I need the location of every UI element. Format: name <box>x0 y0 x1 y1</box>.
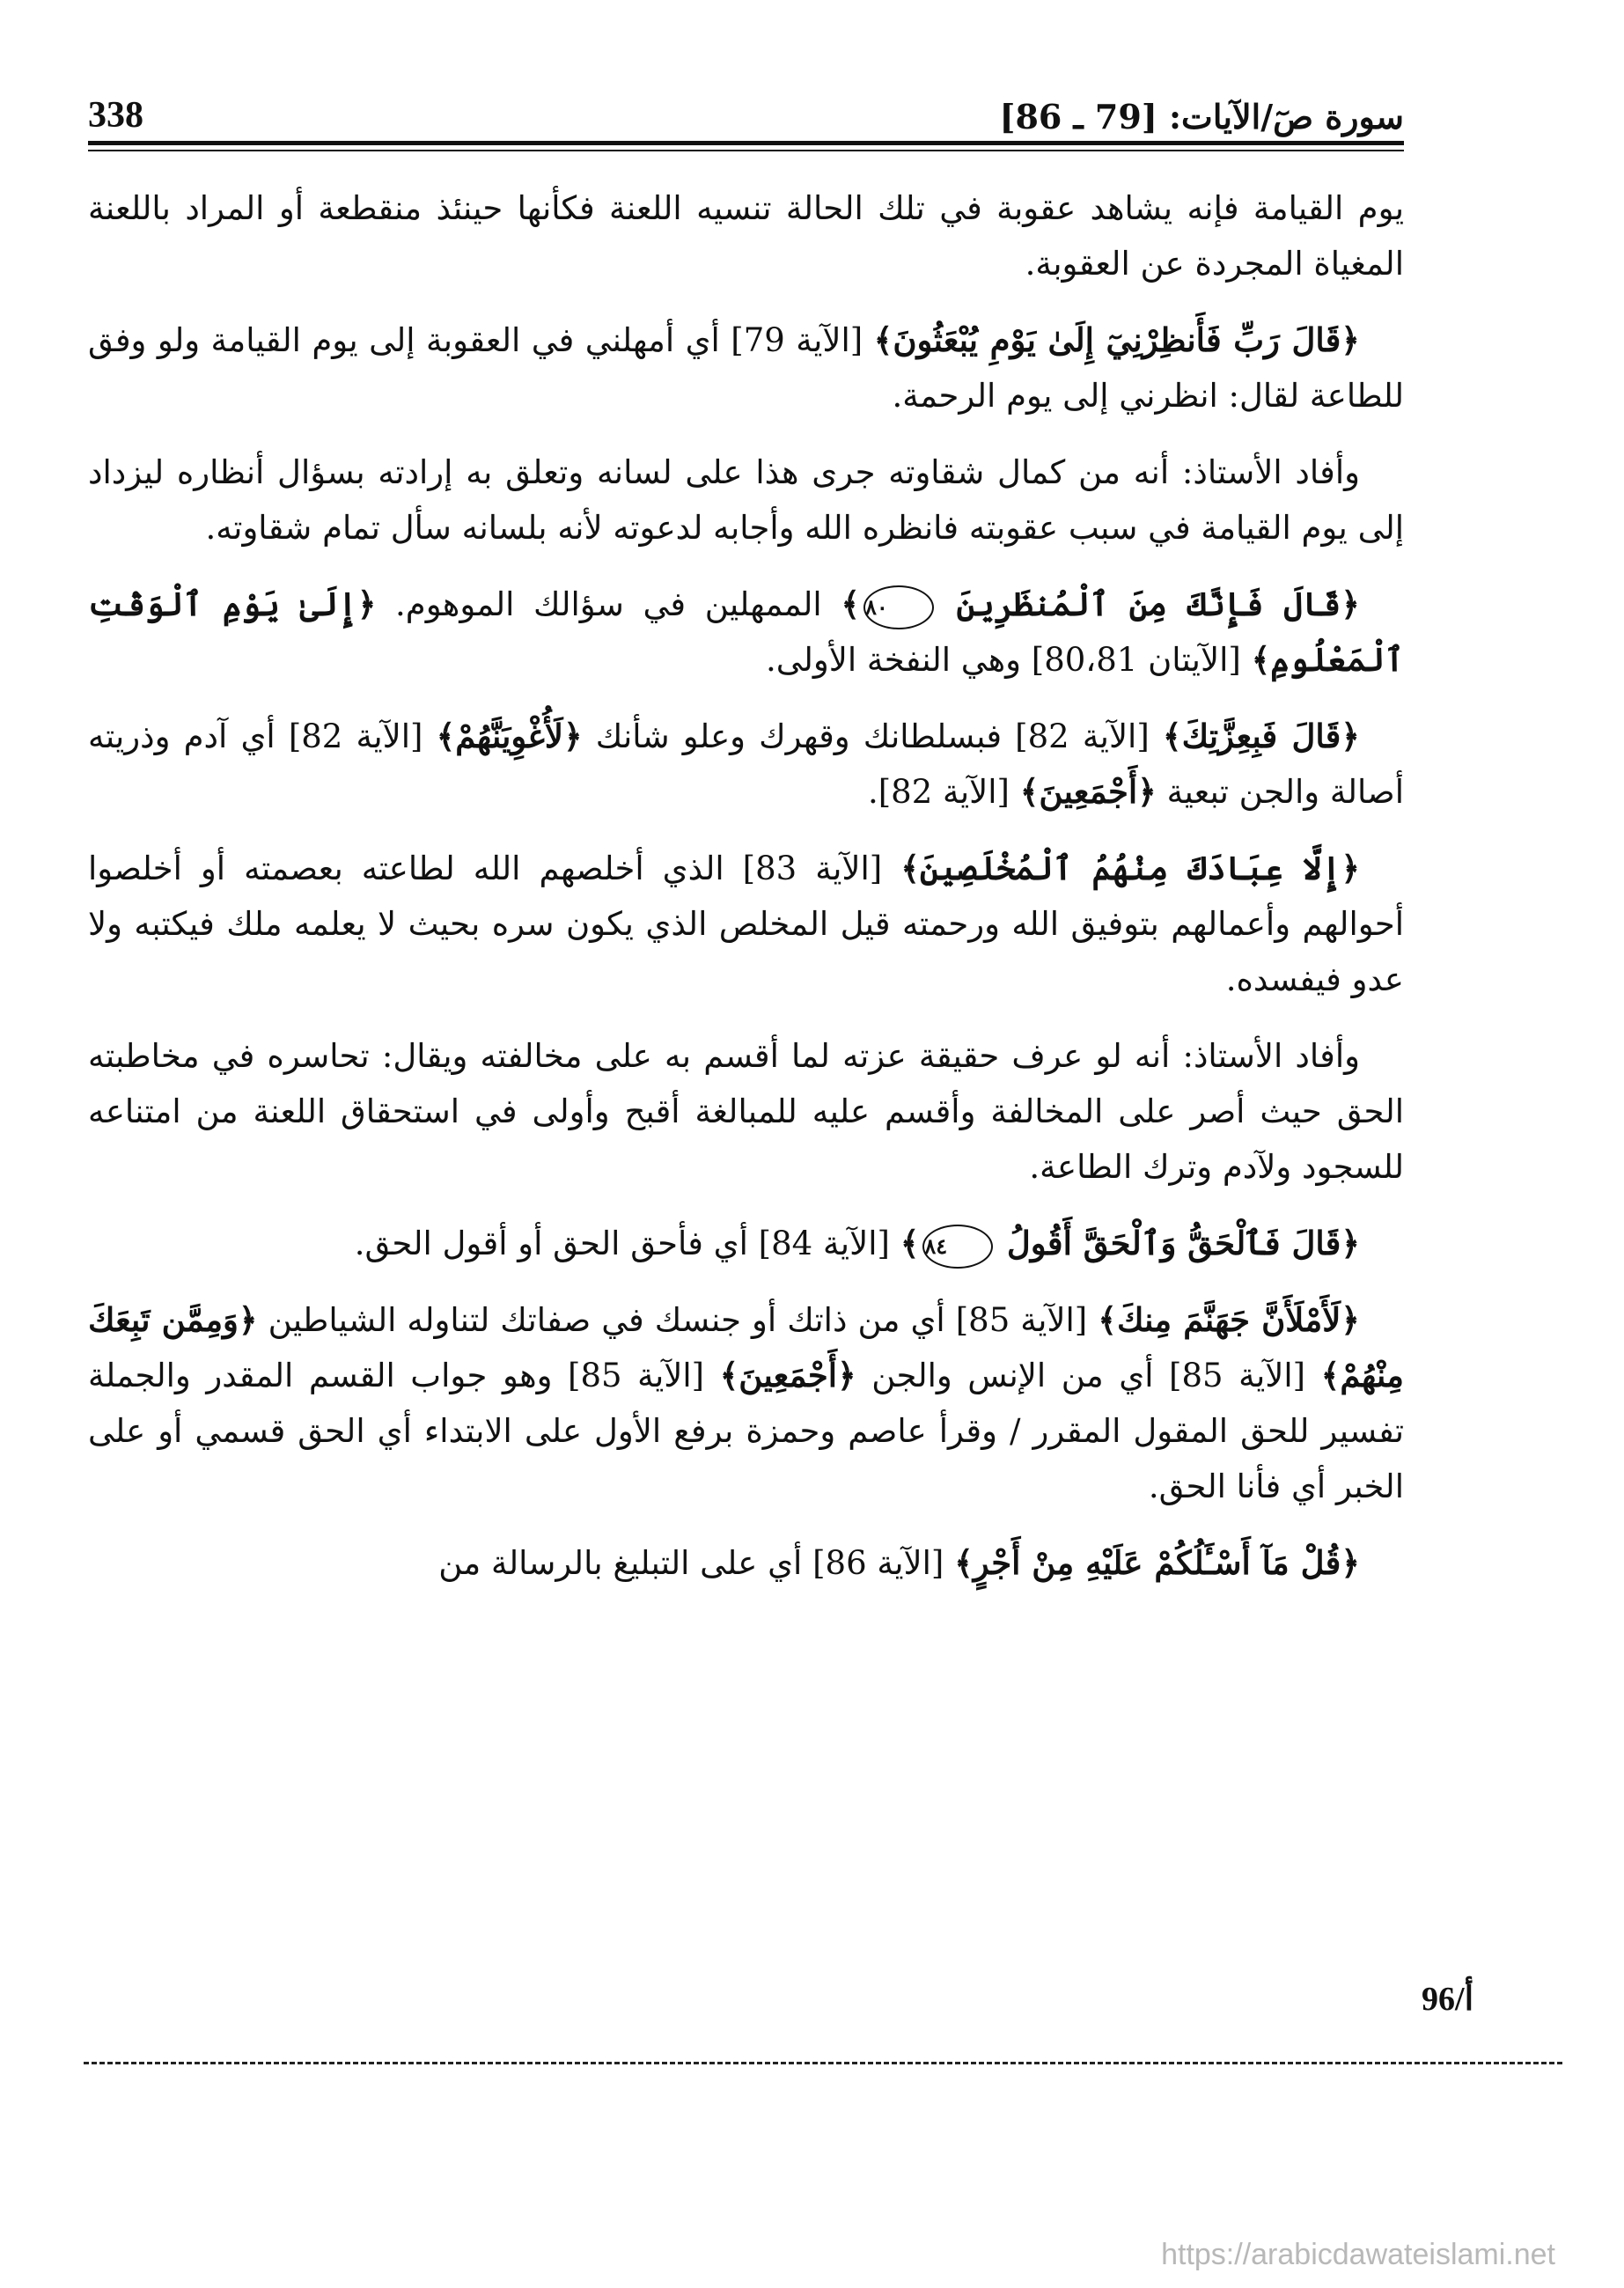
paragraph-text: [الآية 83] الذي أخلصهم الله لطاعته بعصمته أو أخلصوا أحوالهم وأعمالهم بتوفيق الله ورحمته قيل المخلص الذي يكون سره بحيث لا يعلمه ملك فيكتبه ولا عدو فيفسده. <box>88 850 1404 998</box>
paragraph-text: [الآية 82] فبسلطانك وقهرك وعلو شأنك <box>582 717 1163 755</box>
body-text <box>88 180 1404 1612</box>
paragraph-10 <box>88 1535 1404 1591</box>
paragraph-7: وأفاد الأستاذ: أنه لو عرف حقيقة عزته لما أقسم به على مخالفته ويقال: تحاسره في مخاطبته الحق حيث أصر على المخالفة وأقسم عليه للمبالغة أقبح وأولى في استحقاق اللعنة من امتناعه للسجود ولآدم وترك الطاعة. <box>88 1037 1404 1186</box>
paragraph-text: [الآيتان 80،81] وهي النفخة الأولى. <box>765 641 1252 679</box>
ayah-number-marker: ٨٤ <box>922 1225 993 1269</box>
running-title: سورة صٓ/الآيات: [79 ـ 86] <box>999 97 1404 136</box>
quran-quote: ﴿أَجْمَعِينَ﴾ <box>719 1356 856 1394</box>
quran-quote: ﴿قَالَ رَبِّ فَأَنظِرْنِيٓ إِلَىٰ يَوْمِ يُبْعَثُونَ﴾ <box>873 320 1360 359</box>
manuscript-folio-note: 96/أ <box>1422 1981 1474 2018</box>
paragraph-1: يوم القيامة فإنه يشاهد عقوبة في تلك الحالة تنسيه اللعنة فكأنها حينئذ منقطعة أو المراد باللعنة المغياة المجردة عن العقوبة. <box>88 189 1404 283</box>
quran-quote: ﴿وَمِمَّن تَبِعَكَ مِنْهُمْ﴾ <box>88 1300 1404 1394</box>
paragraph-text: [الآية 85] وهو جواب القسم المقدر والجملة تفسير للحق المقول المقرر / وقرأ عاصم وحمزة برفع الأول على الابتداء أي الحق قسمي أو على الخبر أي فأنا الحق. <box>88 1357 1404 1505</box>
paragraph-8 <box>88 1216 1404 1271</box>
quran-quote: ﴿إِلَىٰ يَوْمِ ٱلْوَقْتِ ٱلْمَعْلُومِ﴾ <box>88 585 1404 679</box>
page-header <box>88 81 1404 134</box>
quran-quote: ﴿أَجْمَعِينَ﴾ <box>1019 772 1157 811</box>
header-rule-thin <box>88 150 1404 151</box>
paragraph-text: [الآية 86] أي على التبليغ بالرسالة من <box>438 1544 955 1582</box>
quran-quote: ﴿لَأَمْلَأَنَّ جَهَنَّمَ مِنكَ﴾ <box>1098 1300 1360 1339</box>
quran-quote: ﴿قَالَ فَإِنَّكَ مِنَ ٱلْمُنظَرِينَ <box>956 585 1360 623</box>
header-rule <box>88 141 1404 145</box>
paragraph-text: [الآية 79] أي أمهلني في العقوبة إلى يوم القيامة ولو وفق للطاعة لقال: انظرني إلى يوم الرحمة. <box>88 321 1404 415</box>
paragraph-4 <box>88 577 1404 688</box>
manuscript-break-line <box>84 2062 1562 2064</box>
quran-quote: ﴿قُلْ مَآ أَسْـَٔلُكُمْ عَلَيْهِ مِنْ أَجْرٍ﴾ <box>954 1543 1360 1582</box>
paragraph-text: [الآية 85] أي من الإنس والجن <box>856 1357 1321 1394</box>
quran-quote: ﴿لَأُغْوِيَنَّهُمْ﴾ <box>436 717 583 755</box>
paragraph-5 <box>88 709 1404 820</box>
paragraph-text: الممهلين في سؤالك الموهوم. <box>376 585 841 623</box>
quran-quote: ﴿إِلَّا عِبَادَكَ مِنْهُمُ ٱلْمُخْلَصِينَ﴾ <box>900 849 1361 887</box>
paragraph-text: [الآية 82] أي آدم وذريته أصالة والجن تبعية <box>88 717 1404 811</box>
paragraph-9 <box>88 1292 1404 1514</box>
quran-quote: ﴿قَالَ فَٱلْحَقُّ وَٱلْحَقَّ أَقُولُ <box>1006 1224 1360 1262</box>
paragraph-6 <box>88 841 1404 1007</box>
paragraph-text: [الآية 85] أي من ذاتك أو جنسك في صفاتك لتناوله الشياطين <box>257 1301 1099 1339</box>
quran-quote-end: ﴾ <box>841 585 861 623</box>
watermark-url: https://arabicdawateislami.net <box>1161 2238 1555 2271</box>
ayah-number-marker: ٨٠ <box>863 585 934 629</box>
paragraph-2 <box>88 313 1404 423</box>
paragraph-3: وأفاد الأستاذ: أنه من كمال شقاوته جرى هذا على لسانه وتعلق به إرادته بسؤال أنظاره ليزداد إلى يوم القيامة في سبب عقوبته فانظره الله وأجابه لدعوته لأنه بلسانه سأل تمام شقاوته. <box>88 453 1404 547</box>
paragraph-text: [الآية 84] أي فأحق الحق أو أقول الحق. <box>354 1225 900 1262</box>
quran-quote: ﴿قَالَ فَبِعِزَّتِكَ﴾ <box>1162 717 1360 755</box>
paragraph-text: [الآية 82]. <box>867 773 1020 811</box>
quran-quote-end: ﴾ <box>900 1224 920 1262</box>
page-number: 338 <box>88 95 143 136</box>
